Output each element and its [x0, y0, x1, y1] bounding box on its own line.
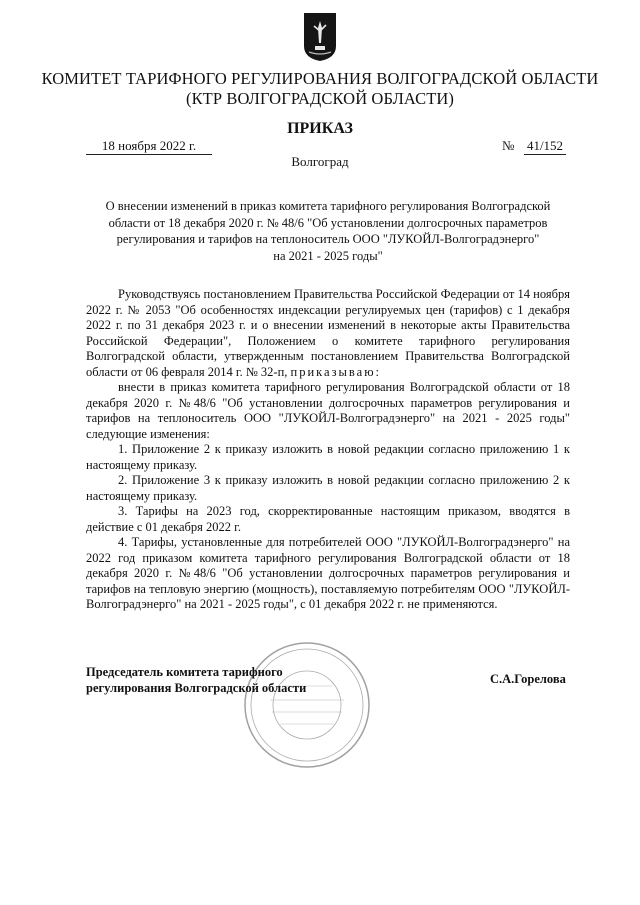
- list-item: 1. Приложение 2 к приказу изложить в новой редакции согласно приложению 1 к настоящему приказу.: [86, 442, 570, 472]
- subject-line: области от 18 декабря 2020 г. № 48/6 "Об установлении долгосрочных параметров: [108, 215, 548, 230]
- coat-of-arms-icon: [303, 12, 337, 62]
- official-stamp-icon: [242, 640, 372, 770]
- subject-line: на 2021 - 2025 годы": [273, 248, 383, 263]
- preamble-text: Руководствуясь постановлением Правительства Российской Федерации от 14 ноября 2022 г. № 2053 "Об особенностях индексации регулируемых цен (тарифов) с 1 декабря 2022 г. по 31 декабря 2023 г. и о внесении изменений в некоторые акты Правительства Российской Федерации", Положением о комитете тарифного регулирования Волгоградской области, утвержденным постановлением Правительства Волгоградской области от 06 февраля 2014 г. № 32-п,: [86, 287, 570, 379]
- subject-line: О внесении изменений в приказ комитета тарифного регулирования Волгоградской: [105, 199, 551, 213]
- org-name: КОМИТЕТ ТАРИФНОГО РЕГУЛИРОВАНИЯ ВОЛГОГРАДСКОЙ ОБЛАСТИ: [41, 69, 599, 88]
- number-label: №: [502, 138, 515, 153]
- subject-line: регулирования и тарифов на теплоноситель ООО "ЛУКОЙЛ-Волгоградэнерго": [116, 232, 540, 246]
- order-body: [86, 287, 570, 613]
- org-abbrev: (КТР ВОЛГОГРАДСКОЙ ОБЛАСТИ): [185, 89, 454, 108]
- intro-paragraph: внести в приказ комитета тарифного регулирования Волгоградской области от 18 декабря 2020 г. №48/6 "Об установлении долгосрочных параметров регулирования и тарифов на теплоноситель ООО "ЛУКОЙЛ-Волгоградэнерго" на 2021 - 2025 годы" следующие изменения:: [86, 380, 570, 441]
- signer-position: [86, 664, 306, 696]
- order-number: 41/152: [524, 137, 566, 155]
- preamble-paragraph: [86, 287, 570, 380]
- list-item: 4. Тарифы, установленные для потребителей ООО "ЛУКОЙЛ-Волгоградэнерго" на 2022 год приказом комитета тарифного регулирования Волгоградской области от 18 декабря 2020 г. №48/6 "Об установлении долгосрочных параметров регулирования и тарифов на тепловую энергию (мощность), поставляемую потребителям ООО "ЛУКОЙЛ-Волгоградэнерго" на 2021 - 2025 годы", с 01 декабря 2022 г. не применяются.: [86, 535, 570, 611]
- signer-line: регулирования Волгоградской области: [86, 681, 307, 695]
- list-item: 3. Тарифы на 2023 год, скорректированные настоящим приказом, вводятся в действие с 01 декабря 2022 г.: [86, 504, 570, 534]
- signer-name: С.А.Горелова: [490, 672, 566, 686]
- order-word: приказываю:: [290, 364, 382, 379]
- city: Волгоград: [291, 154, 349, 169]
- list-item: 2. Приложение 3 к приказу изложить в новой редакции согласно приложению 2 к настоящему приказу.: [86, 473, 570, 503]
- doc-type: ПРИКАЗ: [287, 120, 353, 137]
- order-subject: [86, 198, 570, 264]
- order-date: 18 ноября 2022 г.: [86, 137, 212, 155]
- signer-line: Председатель комитета тарифного: [86, 665, 283, 679]
